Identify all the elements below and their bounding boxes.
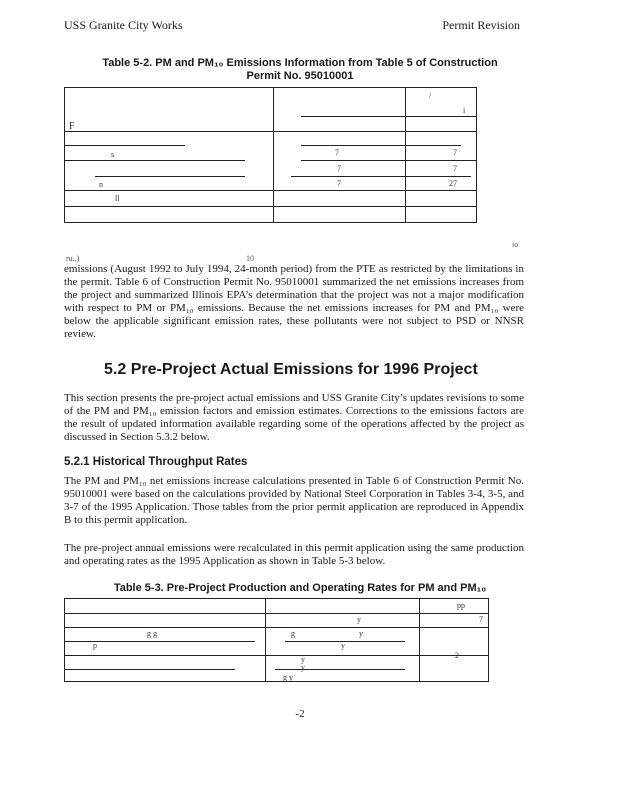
table-5-3-fragment: y xyxy=(357,615,361,624)
table-5-3-fragment: p xyxy=(93,641,97,650)
table-5-3-fragment: 7 xyxy=(479,615,483,624)
stray-mark-top-left: ru.,) xyxy=(66,254,80,263)
table-5-3-row-line xyxy=(65,669,235,670)
table-5-2-row-line xyxy=(65,131,476,132)
table-5-3-row-line xyxy=(275,669,405,670)
table-5-3-fragment: y xyxy=(301,655,305,664)
table-5-3-fragment: g g xyxy=(147,629,157,638)
table-5-3-col-divider-1 xyxy=(265,599,266,681)
paragraph-1: emissions (August 1992 to July 1994, 24-month period) from the PTE as restricted by the limitations in the permit. Table 6 of Construction Permit No. 95010001 summarized the net emissions increases from the project and summarized Illinois EPA’s determination that the project was not a major modification with respect to PM or PM₁₀ emissions. Because the net emissions increases for PM and PM₁₀ were below the applicable significant emission rates, these pollutants were not subject to PSD or NNSR review. xyxy=(64,263,524,340)
table-5-3-fragment: g xyxy=(291,629,295,638)
table-5-2-fragment: i xyxy=(463,106,466,115)
table-5-2-caption-line1: Table 5-2. PM and PM₁₀ Emissions Information from Table 5 of Construction xyxy=(102,57,498,69)
table-5-3-row-line xyxy=(65,613,488,614)
table-5-2-row-line xyxy=(95,176,245,177)
section-5-2-paragraph: This section presents the pre-project actual emissions and USS Granite City’s updates revisions to some of the PM and PM₁₀ emission factors and emission estimates. Corrections to the emissions factors are the result of updated information available regarding some of the operations affected by the project as discussed in Section 5.3.2 below. xyxy=(64,392,524,443)
table-5-2-fragment: 7 xyxy=(335,148,339,157)
table-5-2-row-line xyxy=(301,160,476,161)
table-5-3-fragment: y xyxy=(341,641,345,650)
table-5-2-caption-line2: Permit No. 95010001 xyxy=(246,70,354,82)
table-5-2-fragment: 7 xyxy=(337,179,341,188)
page-number: -2 xyxy=(295,708,305,720)
table-5-2-fragment: / xyxy=(429,91,432,100)
table-5-2-col-divider-2 xyxy=(405,88,406,222)
table-5-3-fragment: 2 xyxy=(455,651,459,660)
table-5-2-row-line xyxy=(65,190,476,191)
table-5-2-row-line xyxy=(65,145,185,146)
table-5-2-fragment: 7 xyxy=(453,148,457,157)
table-5-2-fragment: s xyxy=(111,150,115,159)
table-5-2-row-line xyxy=(65,206,476,207)
table-5-2-fragment: 7 xyxy=(337,164,341,173)
table-5-2 xyxy=(64,87,477,223)
table-5-2-fragment: n xyxy=(99,180,103,189)
section-5-2-1-paragraph-1: The PM and PM₁₀ net emissions increase calculations presented in Table 6 of Construction Permit No. 95010001 were based on the calculations provided by National Steel Corporation in Tables 3-4, 3-5, and 3-7 of the 1995 Application. Those tables from the prior permit application are reproduced in Appendix B to this permit application. xyxy=(64,475,524,526)
table-5-2-fragment: ll xyxy=(115,194,120,203)
stray-mark-mid: 10 xyxy=(246,254,254,263)
table-5-3-fragment: g y xyxy=(283,673,293,682)
table-5-3-row-line xyxy=(65,627,488,628)
header-left: USS Granite City Works xyxy=(64,18,183,32)
section-5-2-heading: 5.2 Pre-Project Actual Emissions for 1996 Project xyxy=(104,361,478,378)
table-5-3-fragment: pp xyxy=(457,601,465,610)
section-5-2-1-heading: 5.2.1 Historical Throughput Rates xyxy=(64,456,248,468)
header-right: Permit Revision xyxy=(442,18,520,32)
table-5-2-col-divider-1 xyxy=(273,88,274,222)
table-5-2-fragment: F xyxy=(69,121,75,132)
section-5-2-1-paragraph-2: The pre-project annual emissions were recalculated in this permit application using the same production and operating rates as the 1995 Application as shown in Table 5-3 below. xyxy=(64,542,524,567)
table-5-2-fragment: 27 xyxy=(449,179,457,188)
table-5-2-row-line xyxy=(65,160,245,161)
table-5-2-row-line xyxy=(301,116,476,117)
table-5-3-col-divider-2 xyxy=(419,599,420,681)
stray-mark-io: io xyxy=(512,240,519,249)
table-5-3-row-line xyxy=(65,655,488,656)
table-5-3-fragment: y xyxy=(301,663,305,672)
table-5-2-row-line xyxy=(301,145,461,146)
table-5-3-row-line xyxy=(285,641,405,642)
table-5-2-row-line xyxy=(291,176,471,177)
table-5-3 xyxy=(64,598,489,682)
table-5-3-fragment: y xyxy=(359,629,363,638)
table-5-2-fragment: 7 xyxy=(453,164,457,173)
table-5-3-caption: Table 5-3. Pre-Project Production and Operating Rates for PM and PM₁₀ xyxy=(113,582,487,594)
